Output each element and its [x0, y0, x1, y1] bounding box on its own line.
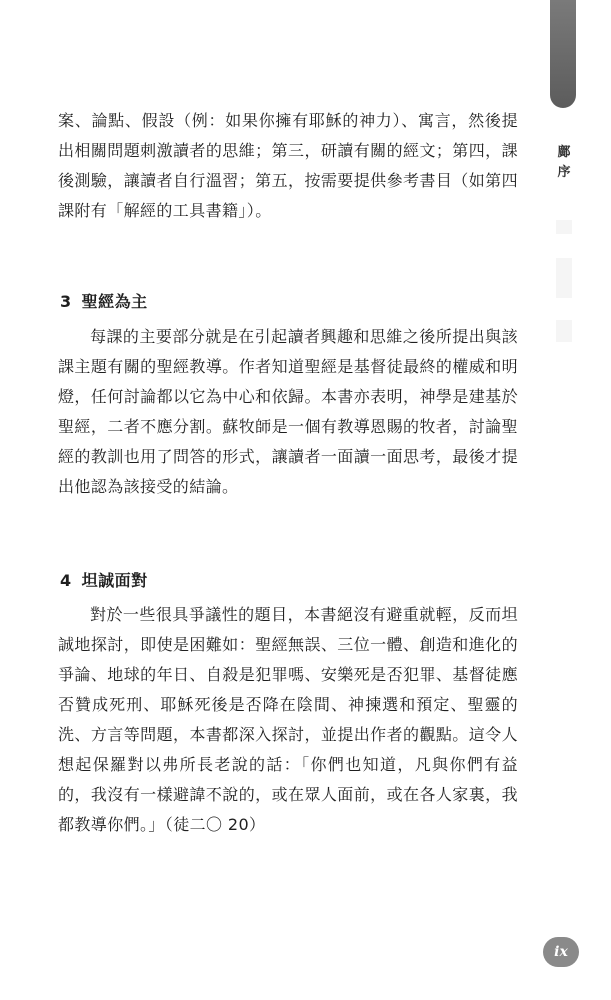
bleed-mark	[556, 220, 572, 234]
section-4-body	[58, 600, 518, 840]
intro-paragraph-block	[58, 106, 518, 226]
side-running-label	[557, 143, 571, 183]
side-label-char: 鄺	[557, 145, 571, 160]
section-4-paragraph: 對於一些很具爭議性的題目，本書絕沒有避重就輕，反而坦誠地探討，即使是困難如：聖經無誤、三位一體、創造和進化的爭論、地球的年日、自殺是犯罪嗎、安樂死是否犯罪、基督徒應否贊成死刑、耶穌死後是否降在陰間、神揀選和預定、聖靈的洗、方言等問題，本書都深入探討，並提出作者的觀點。這令人想起保羅對以弗所長老說的話：「你們也知道，凡與你們有益的，我沒有一樣避諱不說的，或在眾人面前，或在各人家裏，我都教導你們。」（徒二〇 20）	[58, 605, 518, 834]
section-number: 3	[60, 292, 72, 311]
section-title: 聖經為主	[81, 292, 148, 311]
side-label-char: 序	[557, 165, 571, 180]
section-number: 4	[60, 571, 72, 590]
chapter-tab	[550, 0, 576, 108]
bleed-mark	[556, 320, 572, 342]
section-title: 坦誠面對	[81, 571, 148, 590]
bleed-mark	[556, 258, 572, 298]
intro-paragraph: 案、論點、假設（例：如果你擁有耶穌的神力）、寓言，然後提出相關問題刺激讀者的思維；第三，研讀有關的經文；第四，課後測驗，讓讀者自行溫習；第五，按需要提供參考書目（如第四課附有「解經的工具書籍」）。	[58, 111, 518, 220]
section-3-heading	[60, 289, 148, 312]
section-4-heading	[60, 568, 148, 591]
section-3-paragraph: 每課的主要部分就是在引起讀者興趣和思維之後所提出與該課主題有關的聖經教導。作者知道聖經是基督徒最終的權威和明燈，任何討論都以它為中心和依歸。本書亦表明，神學是建基於聖經，二者不應分割。蘇牧師是一個有教導恩賜的牧者，討論聖經的教訓也用了問答的形式，讓讀者一面讀一面思考，最後才提出他認為該接受的結論。	[58, 327, 518, 496]
page-number-badge: ix	[543, 937, 579, 967]
section-3-body	[58, 322, 518, 502]
